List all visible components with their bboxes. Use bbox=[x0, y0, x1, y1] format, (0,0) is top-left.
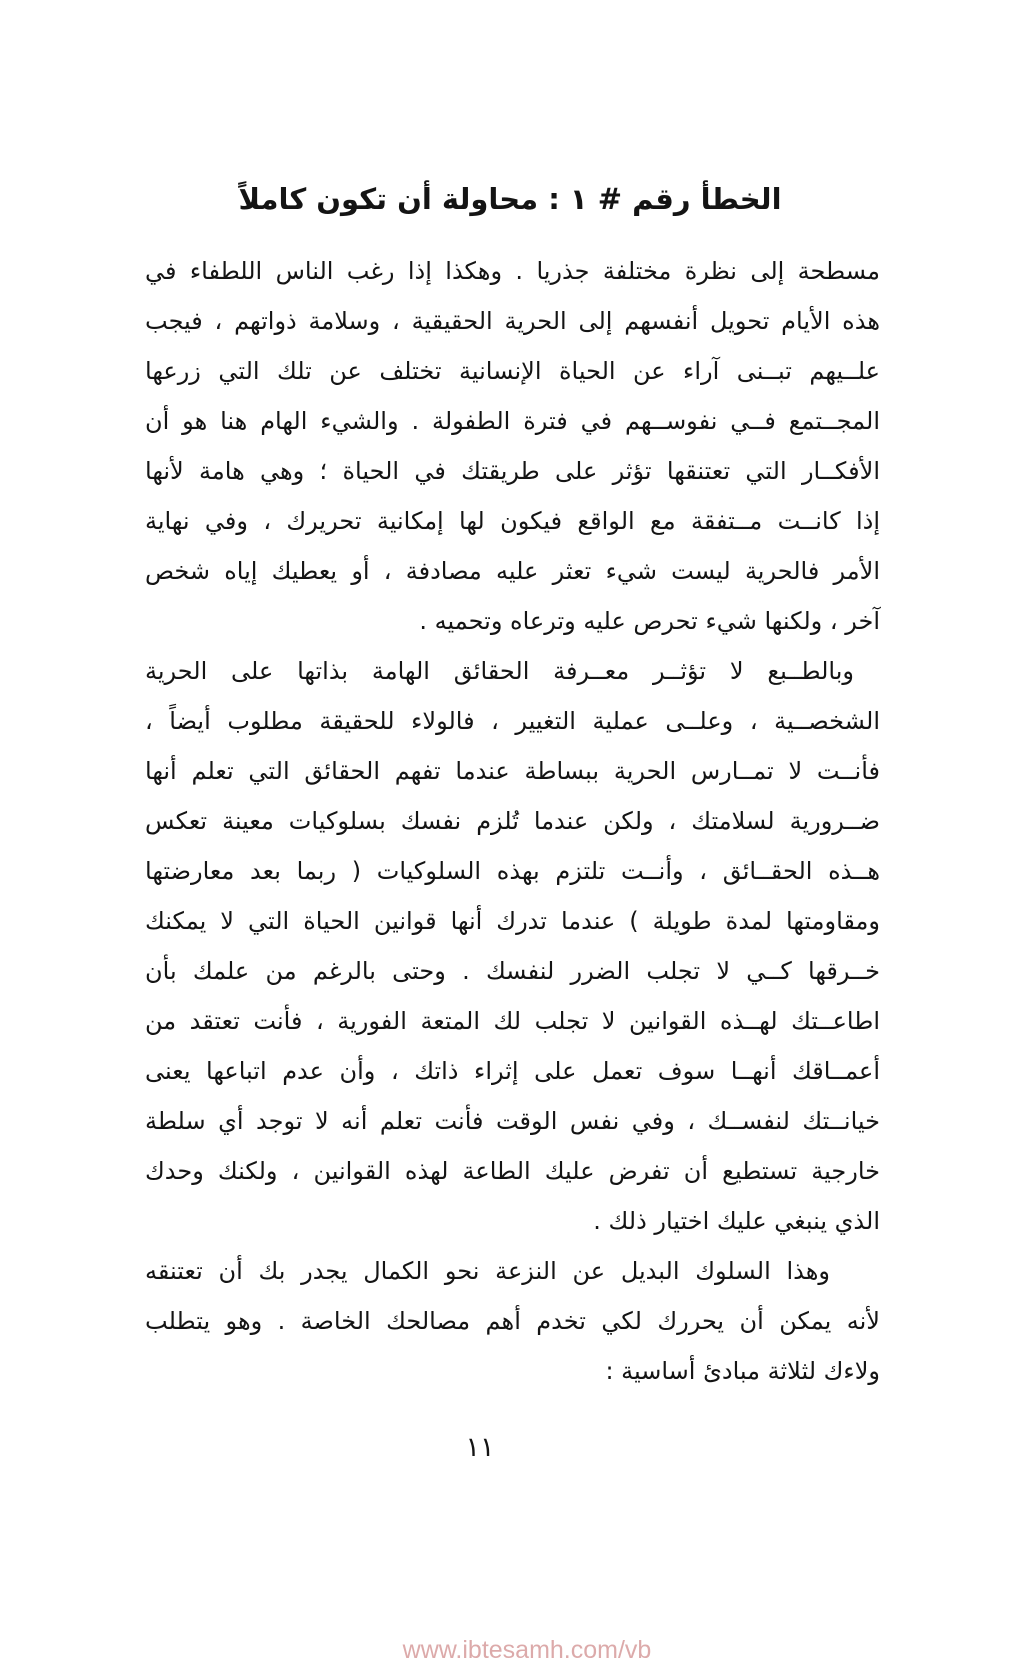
text-line: وبالطــبع لا تؤثــر معــرفة الحقائق الهامة بذاتها على الحرية bbox=[145, 657, 854, 685]
text-line: خــرقها كــي لا تجلب الضرر لنفسك . وحتى بالرغم من علمك بأن bbox=[145, 957, 880, 985]
text-line: مسطحة إلى نظرة مختلفة جذريا . وهكذا إذا رغب الناس اللطفاء في bbox=[145, 257, 880, 285]
text-line: الشخصــية ، وعلــى عملية التغيير ، فالولاء للحقيقة مطلوب أيضاً ، bbox=[145, 707, 880, 735]
text-line: الأفكــار التي تعتنقها تؤثر على طريقتك في الحياة ؛ وهي هامة لأنها bbox=[145, 457, 880, 485]
text-line: اطاعــتك لهــذه القوانين لا تجلب لك المتعة الفورية ، فأنت تعتقد من bbox=[145, 1007, 880, 1035]
chapter-title: الخطأ رقم # ١ : محاولة أن تكون كاملاً bbox=[238, 182, 782, 216]
text-line: ضــرورية لسلامتك ، ولكن عندما تُلزم نفسك بسلوكيات معينة تعكس bbox=[145, 807, 880, 835]
watermark-url: www.ibtesamh.com/vb bbox=[402, 1636, 652, 1664]
text-line: أعمــاقك أنهــا سوف تعمل على إثراء ذاتك ، وأن عدم اتباعها يعنى bbox=[145, 1057, 880, 1085]
text-line: لأنه يمكن أن يحررك لكي تخدم أهم مصالحك الخاصة . وهو يتطلب bbox=[145, 1307, 880, 1335]
text-line: الذي ينبغي عليك اختيار ذلك . bbox=[593, 1207, 880, 1235]
page-number: ١١ bbox=[465, 1432, 495, 1463]
text-line: الأمر فالحرية ليست شيء تعثر عليه مصادفة ، أو يعطيك إياه شخص bbox=[145, 557, 880, 585]
text-line: علــيهم تبــنى آراء عن الحياة الإنسانية تختلف عن تلك التي زرعها bbox=[145, 357, 880, 385]
text-line: هــذه الحقــائق ، وأنــت تلتزم بهذه السلوكيات ( ربما بعد معارضتها bbox=[145, 857, 880, 885]
text-line: ومقاومتها لمدة طويلة ) عندما تدرك أنها قوانين الحياة التي لا يمكنك bbox=[145, 907, 880, 935]
text-line: المجــتمع فــي نفوســهم في فترة الطفولة . والشيء الهام هنا هو أن bbox=[145, 407, 880, 435]
text-line: ولاءك لثلاثة مبادئ أساسية : bbox=[605, 1357, 880, 1385]
text-line: وهذا السلوك البديل عن النزعة نحو الكمال يجدر بك أن تعتنقه bbox=[145, 1257, 830, 1285]
text-line: هذه الأيام تحويل أنفسهم إلى الحرية الحقيقية ، وسلامة ذواتهم ، فيجب bbox=[145, 307, 880, 335]
text-line: آخر ، ولكنها شيء تحرص عليه وترعاه وتحميه . bbox=[419, 607, 880, 635]
text-line: فأنــت لا تمــارس الحرية ببساطة عندما تفهم الحقائق التي تعلم أنها bbox=[145, 757, 880, 785]
text-line: خارجية تستطيع أن تفرض عليك الطاعة لهذه القوانين ، ولكنك وحدك bbox=[145, 1157, 880, 1185]
text-line: إذا كانــت مــتفقة مع الواقع فيكون لها إمكانية تحريرك ، وفي نهاية bbox=[145, 507, 880, 535]
page-body bbox=[145, 246, 880, 1396]
text-line: خيانــتك لنفســك ، وفي نفس الوقت فأنت تعلم أنه لا توجد أي سلطة bbox=[145, 1107, 880, 1135]
